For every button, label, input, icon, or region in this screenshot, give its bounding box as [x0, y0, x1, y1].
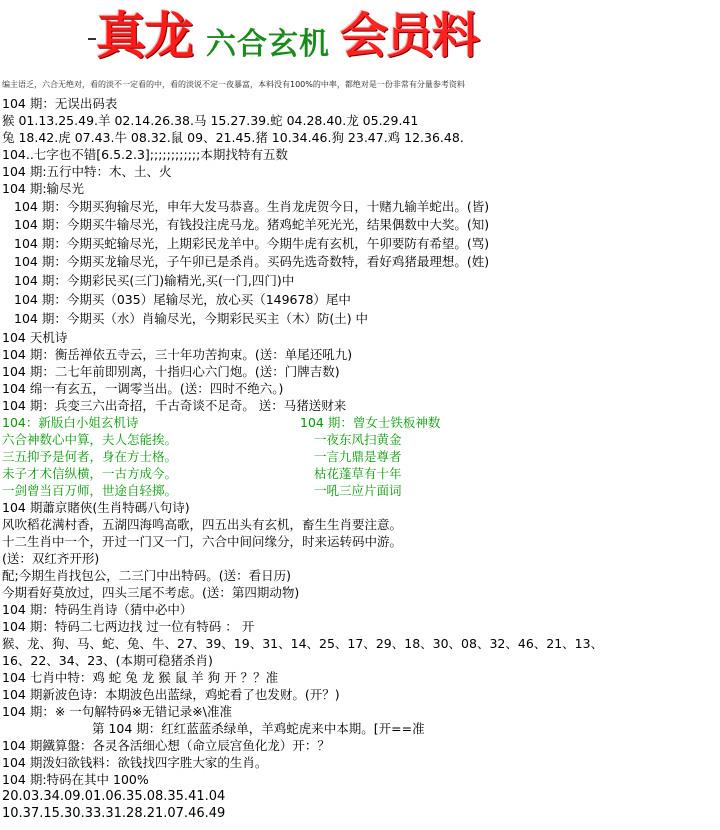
green-left-line: 104：新版白小姐玄机诗 — [2, 415, 139, 430]
text-line: 104 期:五行中特：木、土、火 — [2, 164, 172, 179]
text-line: 104 期：※ 一句解特码※无错记录※\准准 — [2, 704, 232, 719]
text-line: 104 期：今期买（035）尾输尽光，放心买（149678）尾中 — [14, 292, 351, 307]
text-line: 104 期:特码在其中 100% — [2, 772, 149, 787]
banner-title-right: 会员料 — [340, 8, 479, 64]
number-line: 10.37.15.30.33.31.28.21.07.46.49 — [2, 806, 226, 821]
text-line: 104 期蕭京賭俠(生肖特碼八句诗) — [2, 500, 190, 515]
text-line: 104 期：今期彩民买(三门)输精光,买(一门,四门)中 — [14, 273, 295, 288]
text-line: 104 期：今期买（水）肖输尽光，今期彩民买主（木）防(土) 中 — [14, 311, 369, 326]
green-left-line: 未子才术信纵横，一古方成今。 — [2, 466, 178, 481]
number-line: 20.03.34.09.01.06.35.08.35.41.04 — [2, 789, 226, 804]
green-right-line: 104 期：曾女士铁板神数 — [300, 415, 441, 430]
text-line: 16、22、34、23、(本期可稳猪杀肖) — [2, 653, 213, 668]
decor-dash — [88, 38, 96, 40]
text-line: 104 期：二七年前即别离，十指归心六门炮。(送：门牌吉数) — [2, 364, 340, 379]
green-right-line: 一吼三应片面词 — [314, 483, 402, 498]
green-left-line: 三五抑予是何者，身在方士格。 — [2, 449, 178, 464]
green-left-line: 一剑曾当百万师，世途自轻掷。 — [2, 483, 178, 498]
text-line: 猴、龙、狗、马、蛇、兔、牛、27、39、19、31、14、25、17、29、18、30、08、32、46、21、13、 — [2, 636, 604, 651]
banner-title-left: 真龙 — [96, 6, 192, 65]
text-line: 104 期新波色诗：本期波色出蓝绿，鸡蛇看了也发财。(开？) — [2, 687, 340, 702]
text-line: 104 期泼妇欲钱料：欲钱找四字胜大家的生肖。 — [2, 755, 268, 770]
green-right-line: 枯花蓬草有十年 — [314, 466, 402, 481]
text-line: 104 期鐵算盤：各灵各活细心想（命立辰宫鱼化龙）开：？ — [2, 738, 330, 753]
text-line: 104 期:输尽光 — [2, 181, 85, 196]
text-line: 兔 18.42.虎 07.43.牛 08.32.鼠 09、21.45.猪 10.34.46.狗 23.47.鸡 12.36.48. — [2, 130, 464, 145]
tagline: 编主语乏，六合无绝对，看的淡不一定看的中，看的淡说不定一夜暴富，本料没有100%的中率，都绝对是一份非常有分量参考资料 — [2, 80, 465, 89]
text-line: 配;今期生肖找包公，二三门中出特码。(送：看日历) — [2, 568, 291, 583]
text-line: 104 期：无误出码表 — [2, 96, 118, 111]
text-line: 104 期：特码二七两边找 过一位有特码 ： 开 — [2, 619, 255, 634]
text-line: 104 期：今期买狗输尽光，申年大发马恭喜。生肖龙虎贺今日，十赌九输羊蛇出。(皆) — [14, 199, 490, 214]
text-line: 104 期：特码生肖诗（猜中必中） — [2, 602, 193, 617]
text-line: 104 期：今期买龙输尽光，子午卯已是杀肖。买码先选奇数特，看好鸡猪最理想。(姓) — [14, 254, 490, 269]
green-left-line: 六合神数心中算，夫人怎能挨。 — [2, 432, 178, 447]
text-line: 104 期：兵变三六出奇招，千古奇谈不足奇。 送：马猪送财来 — [2, 398, 347, 413]
text-line: 十二生肖中一个，开过一门又一门，六合中间问缘分，时来运转码中游。 — [2, 534, 403, 549]
text-line: 猴 01.13.25.49.羊 02.14.26.38.马 15.27.39.蛇 04.28.40.龙 05.29.41 — [2, 113, 419, 128]
text-line: 104 期：衡岳禅依五寺云，三十年功苦拘束。(送：单尾还吼九) — [2, 347, 353, 362]
text-line: 104 绵一有玄五，一调零当出。(送：四时不绝六。) — [2, 381, 284, 396]
text-line: 风吹稻花满村香，五湖四海鸣高歌，四五出头有玄机，畜生生肖要注意。 — [2, 517, 403, 532]
green-right-line: 一言九鼎是尊者 — [314, 449, 402, 464]
text-line: 今期看好莫放过，四头三尾不考虑。(送：第四期动物) — [2, 585, 300, 600]
text-line: (送：双红齐开形) — [2, 551, 100, 566]
green-right-line: 一夜东风扫黄金 — [314, 432, 402, 447]
text-line: 104..七字也不错[6.5.2.3];;;;;;;;;;;;本期找特有五数 — [2, 147, 288, 162]
text-line: 104 七肖中特：鸡 蛇 兔 龙 猴 鼠 羊 狗 开 ？？准 — [2, 670, 279, 685]
text-line: 104 期：今期买蛇输尽光，上期彩民龙羊中。今期牛虎有玄机，午卯要防有希望。(骂) — [14, 236, 490, 251]
text-line: 104 天机诗 — [2, 330, 68, 345]
header-banner — [0, 0, 720, 78]
banner-title-mid: 六合玄机 — [206, 27, 330, 62]
text-line: 第 104 期：红红蓝蓝杀绿单，羊鸡蛇虎来中本期。[开==准 — [92, 721, 425, 736]
text-line: 104 期：今期买牛输尽光，有钱投注虎马龙。猪鸡蛇羊死光光，结果偶数中大奖。(知) — [14, 217, 490, 232]
